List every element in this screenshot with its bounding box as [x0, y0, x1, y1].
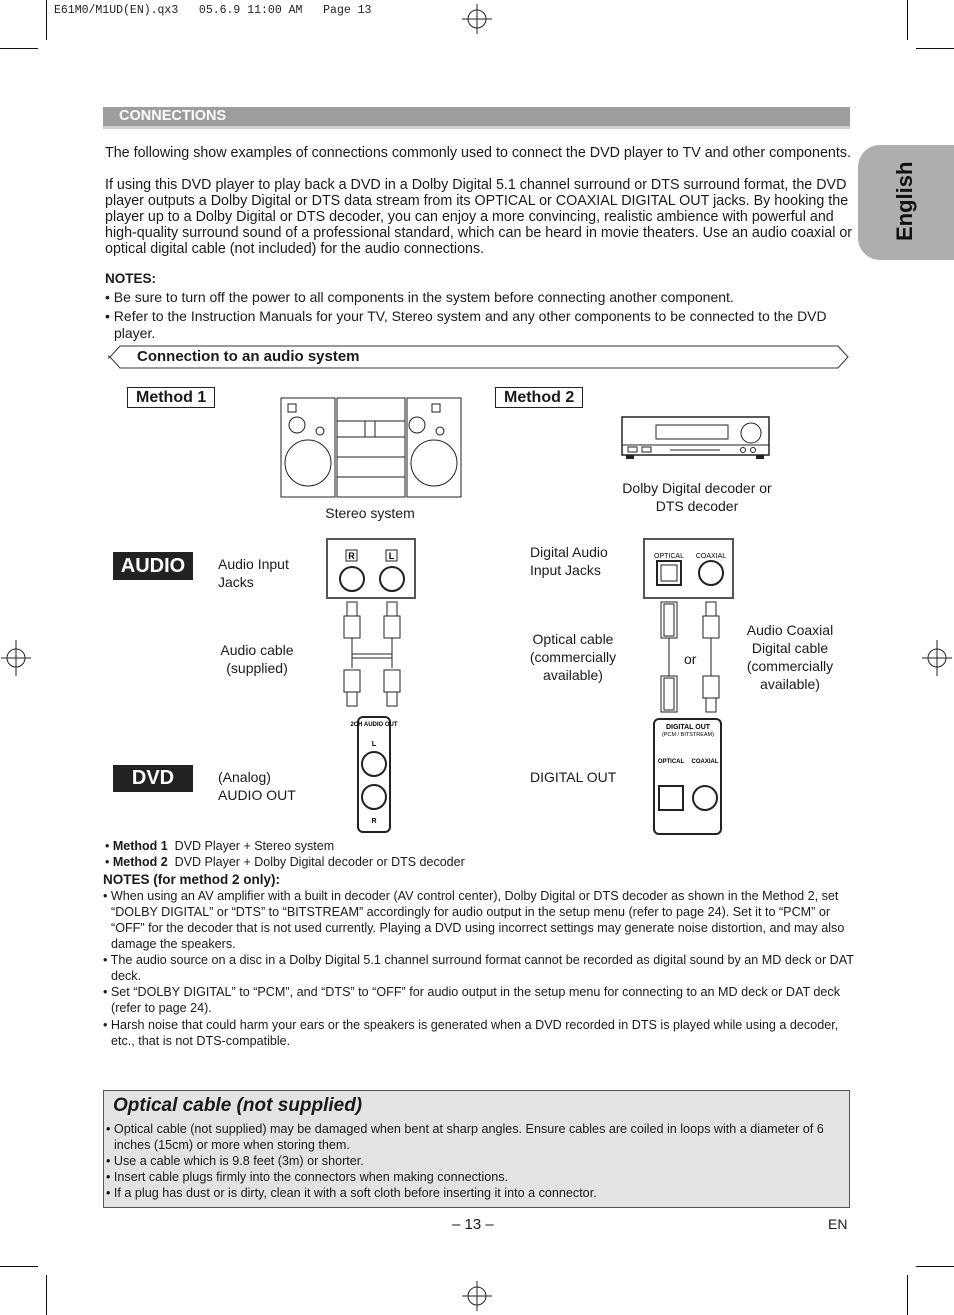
audio-cable-label: Audio cable (supplied): [220, 642, 294, 676]
jack-optical-label: OPTICAL: [654, 553, 684, 560]
decoder-label: Dolby Digital decoder or DTS decoder: [622, 480, 772, 514]
analog-audio-out-label: (Analog) AUDIO OUT: [218, 769, 296, 803]
coaxial-cable-label: Audio Coaxial Digital cable (commercially available): [746, 622, 834, 692]
crop-mark: [907, 0, 908, 40]
method-desc: DVD Player + Stereo system: [174, 839, 335, 853]
section-header: [103, 107, 850, 129]
jack-l-label: L: [388, 551, 395, 561]
digital-out-label: DIGITAL OUT: [530, 769, 617, 785]
notes2-title: NOTES (for method 2 only):: [103, 872, 280, 887]
note2-item: • Harsh noise that could harm your ears or the speakers is generated when a DVD recorded in DTS is played while using a decoder, etc., that is not DTS-compatible.: [103, 1018, 839, 1048]
stereo-system-label: Stereo system: [325, 505, 415, 521]
registration-mark-icon: [922, 640, 952, 676]
audio-input-jacks-label: Audio Input Jacks: [218, 556, 289, 590]
method2-label: Method 2: [495, 387, 583, 408]
digital-panel-title: DIGITAL OUT: [665, 724, 711, 731]
optical-box-item: • Use a cable which is 9.8 feet (3m) or shorter.: [106, 1154, 364, 1168]
or-label: or: [684, 651, 697, 667]
digital-panel-coaxial: COAXIAL: [691, 759, 719, 765]
crop-mark: [907, 1275, 908, 1315]
jack-r-label: R: [348, 551, 355, 561]
footer-language: EN: [828, 1216, 848, 1232]
digital-cable-diagram: [642, 538, 736, 836]
notes-title: NOTES:: [105, 271, 157, 286]
optical-box-title: Optical cable (not supplied): [113, 1095, 363, 1116]
coaxial-out-socket: [693, 786, 717, 810]
decoder-icon: [620, 415, 772, 461]
registration-mark-icon: [1, 640, 31, 676]
section-title: CONNECTIONS: [119, 108, 227, 124]
registration-mark-icon: [462, 4, 492, 34]
jack-r-socket: [340, 567, 364, 591]
method-desc: DVD Player + Dolby Digital decoder or DTS decoder: [174, 855, 465, 869]
analog-out-l-jack: [362, 752, 386, 776]
crop-mark: [916, 1266, 954, 1267]
note2-item: • When using an AV amplifier with a built in decoder (AV control center), Dolby Digital or DTS decoder as shown in the Method 2, set “DOLBY DIGITAL” or “DTS” to “BITSTREAM” accordingly for audio output in the setup menu (refer to page 24). Set it to “PCM” or “OFF” for the decoder that is not used currently. Playing a DVD using incorrect settings may generate noise distortion, and may also damage the speakers.: [103, 889, 845, 951]
note2-item: • The audio source on a disc in a Dolby Digital 5.1 channel surround format cannot be recorded as digital sound by an MD deck or DAT deck.: [103, 953, 854, 983]
jack-coaxial-label: COAXIAL: [695, 553, 727, 560]
language-tab: [858, 145, 954, 260]
intro-paragraph: If using this DVD player to play back a DVD in a Dolby Digital 5.1 channel surround or DTS surround format, the DVD player outputs a Dolby Digital or DTS data stream from its OPTICAL or COAXIAL DIGITAL OUT jacks. By hooking the player up to a Dolby Digital or DTS decoder, you can enjoy a more convincing, realistic ambience with powerful and high-quality surround sound of a professional standard, which can be heard in movie theaters. Use an audio coaxial or optical digital cable (not included) for the audio connections.: [105, 177, 853, 257]
digital-panel-sub: (PCM / BITSTREAM): [662, 732, 714, 738]
analog-panel-r: R: [371, 818, 377, 825]
optical-cable-label: Optical cable (commercially available): [529, 631, 617, 683]
note2-item: • Set “DOLBY DIGITAL” to “PCM”, and “DTS” to “OFF” for audio output in the setup menu for connecting to an MD deck or DAT deck (refer to page 24).: [103, 985, 841, 1015]
language-tab-label: English: [892, 161, 917, 241]
method-name: Method 2: [112, 855, 168, 869]
note-item: • Be sure to turn off the power to all components in the system before connecting another component.: [105, 289, 734, 305]
page-number: – 13 –: [452, 1216, 494, 1233]
coaxial-input-socket: [699, 561, 723, 585]
crop-mark: [0, 1266, 38, 1267]
intro-paragraph: The following show examples of connections commonly used to connect the DVD player to TV and other components.: [105, 145, 851, 161]
method-name: Method 1: [112, 839, 168, 853]
audio-cable-diagram: [325, 538, 420, 834]
crop-mark: [0, 48, 38, 49]
method-list-item: • Method 1 DVD Player + Stereo system: [105, 839, 335, 853]
method-list-item: • Method 2 DVD Player + Dolby Digital decoder or DTS decoder: [105, 855, 465, 869]
optical-out-socket: [659, 786, 683, 810]
note-item: • Refer to the Instruction Manuals for your TV, Stereo system and any other components to be connected to the DVD player.: [105, 308, 827, 341]
dvd-label: DVD: [113, 765, 193, 792]
analog-panel-title: 2CH AUDIO OUT: [350, 722, 398, 728]
analog-panel-l: L: [371, 741, 377, 748]
connection-title: Connection to an audio system: [137, 348, 360, 365]
jack-l-socket: [380, 567, 404, 591]
optical-box-item: • Insert cable plugs firmly into the connectors when making connections.: [106, 1170, 509, 1184]
analog-out-r-jack: [362, 785, 386, 809]
audio-label: AUDIO: [113, 552, 193, 580]
crop-mark: [46, 1275, 47, 1315]
crop-mark: [916, 48, 954, 49]
method1-label: Method 1: [127, 387, 215, 408]
optical-box-item: • Optical cable (not supplied) may be damaged when bent at sharp angles. Ensure cables are coiled in loops with a diameter of 6 inches (15cm) or more when storing them.: [106, 1122, 824, 1152]
digital-panel-optical: OPTICAL: [657, 759, 685, 765]
crop-mark: [46, 0, 47, 40]
print-slug: E61M0/M1UD(EN).qx3 05.6.9 11:00 AM Page 13: [54, 4, 372, 17]
optical-box-item: • If a plug has dust or is dirty, clean it with a soft cloth before inserting it into a connector.: [106, 1186, 597, 1200]
digital-input-jacks-label: Digital Audio Input Jacks: [530, 544, 608, 578]
stereo-system-icon: [280, 397, 462, 499]
registration-mark-icon: [462, 1281, 492, 1311]
